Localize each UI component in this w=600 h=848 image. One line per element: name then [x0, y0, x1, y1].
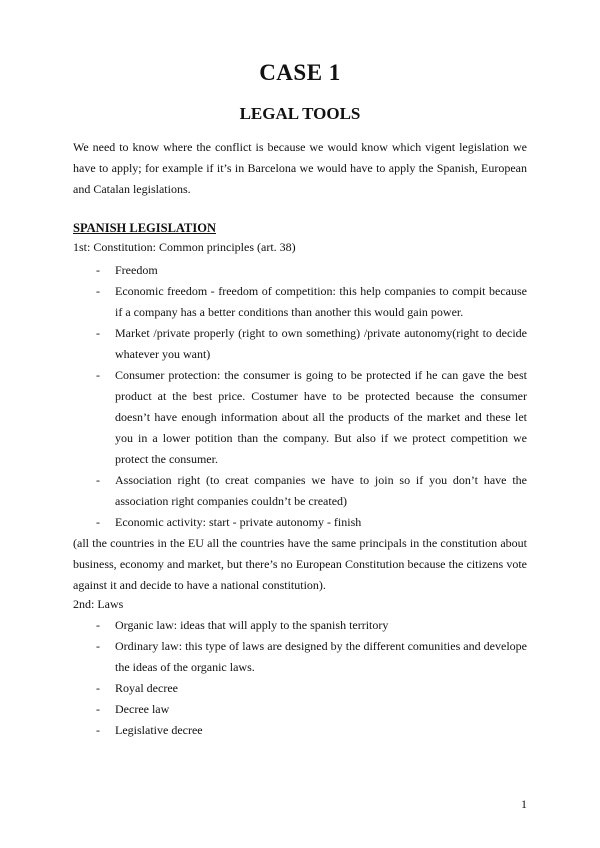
laws-list — [0, 615, 600, 741]
laws-label: 2nd: Laws — [73, 597, 124, 611]
eu-note-paragraph: (all the countries in the EU all the countries have the same principals in the constitution about business, economy and market, but there’s no European Constitution because the citizens vote against it and decide to have a national constitution). — [73, 536, 527, 592]
list-item — [0, 260, 527, 281]
list-item-text: Association right (to creat companies we have to join so if you don’t have the association right companies couldn’t be created) — [115, 473, 527, 508]
list-item-text: Freedom — [115, 263, 158, 277]
case-title: CASE 1 — [259, 60, 341, 85]
dash-bullet: - — [96, 702, 100, 716]
list-item — [0, 365, 527, 470]
constitution-label: 1st: Constitution: Common principles (art. 38) — [73, 240, 296, 254]
dash-bullet: - — [96, 723, 100, 737]
list-item-text: Consumer protection: the consumer is going to be protected if he can gave the best product at the best price. Costumer have to be protected because the consumer doesn’t have enough information about all the products of the market and these let you in a lower potition than the company. But also if we protect competition we protect the consumer. — [115, 368, 527, 466]
list-item — [0, 323, 527, 365]
page-number: 1 — [521, 797, 527, 811]
list-item — [0, 281, 527, 323]
list-item — [0, 470, 527, 512]
list-item — [0, 615, 527, 636]
list-item-text: Decree law — [115, 702, 170, 716]
list-item — [0, 678, 527, 699]
dash-bullet: - — [96, 618, 100, 632]
dash-bullet: - — [96, 326, 100, 340]
list-item-text: Economic activity: start - private autonomy - finish — [115, 515, 362, 529]
list-item-text: Organic law: ideas that will apply to the spanish territory — [115, 618, 389, 632]
list-item-text: Ordinary law: this type of laws are designed by the different comunities and develope the ideas of the organic laws. — [115, 639, 527, 674]
dash-bullet: - — [96, 639, 100, 653]
list-item — [0, 512, 527, 533]
dash-bullet: - — [96, 284, 100, 298]
list-item-text: Economic freedom - freedom of competition: this help companies to compit because if a company has a better conditions than another this would gain power. — [115, 284, 527, 319]
spanish-legislation-heading: SPANISH LEGISLATION — [73, 221, 216, 235]
dash-bullet: - — [96, 368, 100, 382]
list-item-text: Market /private properly (right to own something) /private autonomy(right to decide whatever you want) — [115, 326, 527, 361]
dash-bullet: - — [96, 473, 100, 487]
dash-bullet: - — [96, 681, 100, 695]
section-title: LEGAL TOOLS — [239, 104, 361, 123]
dash-bullet: - — [96, 263, 100, 277]
constitution-list — [0, 260, 600, 533]
list-item — [0, 720, 527, 741]
list-item — [0, 699, 527, 720]
dash-bullet: - — [96, 515, 100, 529]
list-item-text: Royal decree — [115, 681, 178, 695]
intro-paragraph: We need to know where the conflict is because we would know which vigent legislation we have to apply; for example if it’s in Barcelona we would have to apply the Spanish, European and Catalan legislations. — [73, 140, 527, 196]
list-item-text: Legislative decree — [115, 723, 203, 737]
list-item — [0, 636, 527, 678]
